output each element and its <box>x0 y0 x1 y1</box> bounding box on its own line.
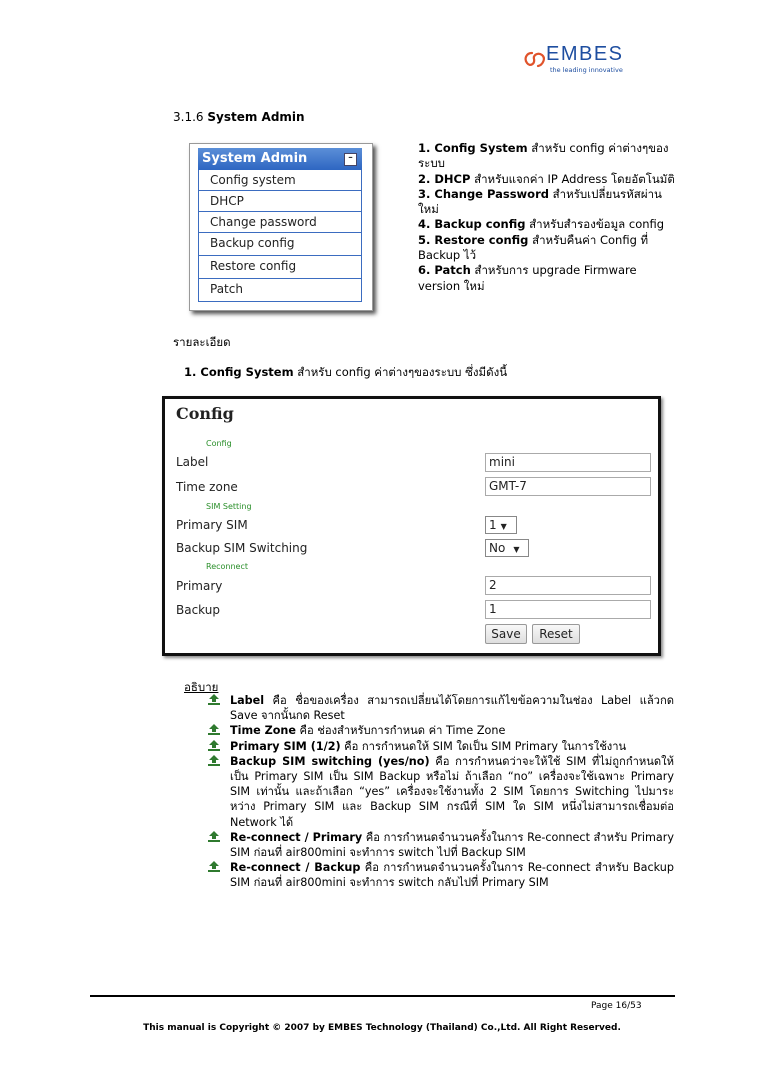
list-item: Backup SIM switching (yes/no) คือ การกำหนดว่าจะให้ใช้ SIM ที่ไม่ถูกกำหนดให้เป็น Primary SIM เป็น SIM Backup หรือไม่ ถ้าเลือก “no” เครื่องจะใช้เฉพาะ Primary SIM เท่านั้น และถ้าเลือก “yes” เครื่องจะใช้งานทั้ง 2 SIM โดยการ Switching ไปมาระหว่าง Primary SIM และ Backup SIM กรณีที่ SIM ใด SIM หนึ่งไม่สามารถเชื่อมต่อ Network ได้ <box>206 754 674 830</box>
menu-item-dhcp[interactable]: DHCP <box>198 191 362 212</box>
explanation-list <box>206 693 674 891</box>
page-number: Page 16/53 <box>591 1001 642 1011</box>
config-title: Config <box>176 404 234 423</box>
backup-input[interactable]: 1 <box>485 600 651 619</box>
backup-switching-label: Backup SIM Switching <box>176 541 308 555</box>
list-item: Time Zone คือ ช่องสำหรับการกำหนด ค่า Time Zone <box>206 723 674 738</box>
explanation-title: อธิบาย <box>184 680 219 694</box>
menu-title: System Admin <box>202 151 308 166</box>
menu-item-patch[interactable]: Patch <box>198 279 362 302</box>
primary-sim-select[interactable]: 1 ▼ <box>485 516 517 534</box>
desc-item: 2. DHCP สำหรับแจกค่า IP Address โดยอัตโนมัติ <box>418 171 675 186</box>
desc-item: 1. Config System สำหรับ config ค่าต่างๆของระบบ <box>418 141 669 171</box>
label-field-label: Label <box>176 455 209 469</box>
dropdown-arrow-icon: ▼ <box>513 545 520 554</box>
menu-description <box>418 141 676 294</box>
section-number: 3.1.6 <box>173 110 204 124</box>
desc-item: 4. Backup config สำหรับสำรองข้อมูล config <box>418 217 665 232</box>
list-item: Label คือ ชื่อของเครื่อง สามารถเปลี่ยนได้โดยการแก้ไขข้อความในช่อง Label แล้วกด Save จากนั้นกด Reset <box>206 693 674 723</box>
backup-label: Backup <box>176 603 220 617</box>
group-label-reconnect: Reconnect <box>206 562 249 571</box>
logo-mark-icon <box>522 50 546 70</box>
arrow-bullet-icon <box>208 694 220 706</box>
section-heading: System Admin <box>207 110 305 124</box>
arrow-bullet-icon <box>208 861 220 873</box>
arrow-bullet-icon <box>208 831 220 843</box>
embes-logo <box>522 44 632 78</box>
footer-divider <box>90 995 675 997</box>
backup-switching-select[interactable]: No ▼ <box>485 539 529 557</box>
logo-text: EMBES <box>546 43 624 65</box>
list-item: Re-connect / Primary คือ การกำหนดจำนวนครั้งในการ Re-connect สำหรับ Primary SIM ก่อนที่ air800mini จะทำการ switch ไปที่ Backup SIM <box>206 830 674 860</box>
timezone-label: Time zone <box>176 480 238 494</box>
primary-sim-label: Primary SIM <box>176 518 248 532</box>
menu-item-change-password[interactable]: Change password <box>198 212 362 233</box>
save-button[interactable]: Save <box>485 624 527 644</box>
list-item: Primary SIM (1/2) คือ การกำหนดให้ SIM ใดเป็น SIM Primary ในการใช้งาน <box>206 739 674 754</box>
arrow-bullet-icon <box>208 755 220 767</box>
menu-item-restore-config[interactable]: Restore config <box>198 256 362 279</box>
arrow-bullet-icon <box>208 740 220 752</box>
copyright-notice: This manual is Copyright © 2007 by EMBES Technology (Thailand) Co.,Ltd. All Right Reserved. <box>143 1023 621 1033</box>
primary-label: Primary <box>176 579 223 593</box>
desc-item: 3. Change Password สำหรับเปลี่ยนรหัสผ่านใหม่ <box>418 186 662 217</box>
list-item: Re-connect / Backup คือ การกำหนดจำนวนครั้งในการ Re-connect สำหรับ Backup SIM ก่อนที่ air800mini จะทำการ switch กลับไปที่ Primary SIM <box>206 860 674 890</box>
section-title <box>173 110 305 124</box>
dropdown-arrow-icon: ▼ <box>500 522 507 531</box>
arrow-bullet-icon <box>208 724 220 736</box>
system-admin-menu <box>189 143 373 311</box>
config-panel <box>162 396 661 656</box>
menu-item-config-system[interactable]: Config system <box>198 170 362 191</box>
logo-tagline: the leading innovative <box>550 66 623 74</box>
desc-item: 6. Patch สำหรับการ upgrade Firmware version ใหม่ <box>418 263 637 293</box>
reset-button[interactable]: Reset <box>532 624 580 644</box>
desc-item: 5. Restore config สำหรับคืนค่า Config ที่ Backup ไว้ <box>418 232 649 263</box>
collapse-icon[interactable]: – <box>344 153 357 166</box>
primary-input[interactable]: 2 <box>485 576 651 595</box>
timezone-input[interactable]: GMT-7 <box>485 477 651 496</box>
group-label-config: Config <box>206 439 232 448</box>
menu-header[interactable] <box>198 148 362 170</box>
label-input[interactable]: mini <box>485 453 651 472</box>
group-label-sim: SIM Setting <box>206 502 252 511</box>
detail-label: รายละเอียด <box>173 335 231 349</box>
menu-item-backup-config[interactable]: Backup config <box>198 233 362 256</box>
config-intro: 1. Config System สำหรับ config ค่าต่างๆของระบบ ซึ่งมีดังนี้ <box>184 365 508 379</box>
